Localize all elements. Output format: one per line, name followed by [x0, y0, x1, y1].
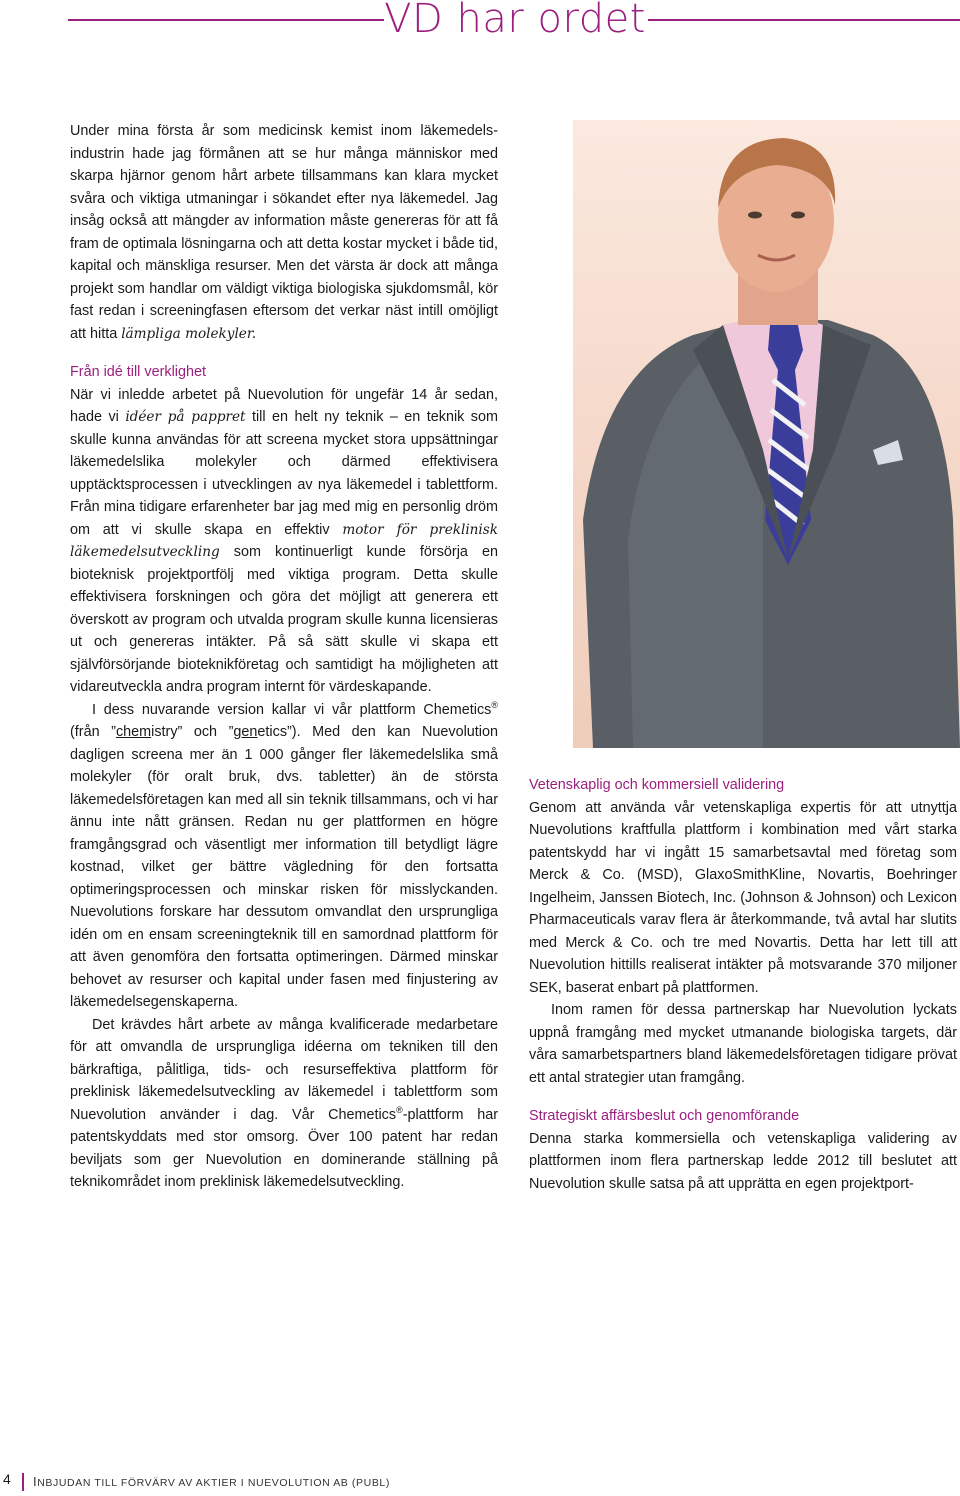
- header-rule-left: [68, 19, 384, 21]
- left-column: [70, 120, 498, 1194]
- section1-paragraph-2: I dess nuvarande version kallar vi vår plattform Chemetics® (från ”chemistry” och ”genetics”). Med den kan Nuevolution dagligen screena mer än 1 000 gånger fler läkemedelslika små molekyler (för oralt bruk, dvs. tabletter) än de största läkemedelsföretagen kan med all sin teknik tillsammans, och vi har ännu inte nått gränsen. Redan nu ger plattformen en högre framgångsgrad och väsentligt mer information till betydligt lägre kostnad, vilket ger bättre vägledning för den fortsatta optimeringsprocessen och minskar risken för misslyckanden. Nuevolutions forskare har dessutom omvandlat den ursprungliga idén om en ensam screeningteknik till en samordnad plattform för att även genomföra den fortsatta optimeringen. Därmed minskar behovet av resurser och kapital under fasen med finjustering av läkemedelsegenskaperna.: [70, 699, 498, 1010]
- section1-paragraph-3: Det krävdes hårt arbete av många kvalificerade medarbetare för att omvandla de ursprungliga idéerna om tekniken till den bärkraftiga, pålitliga, tids- och resurseffektiva plattform för preklinisk läkemedelsutveckling av läkemedel i tablettform som Nuevolution använder i dag. Vår Chemetics®-plattform har patentskyddats med stor omsorg. Över 100 patent har redan beviljats som ger Nuevolution en dominerande ställning på teknikområdet inom preklinisk läkemedelsutveckling.: [70, 1016, 498, 1190]
- header-rule-right: [648, 19, 960, 21]
- intro-paragraph: Under mina första år som medicinsk kemist inom läkemedelsindustrin hade jag förmånen att se hur många människor med skarpa hjärnor genom hårt arbete tillsammans kan klara mycket svåra och viktiga utmaningar i sökandet efter nya läkemedel. Jag insåg också att mängder av information måste genereras för att få fram de optimala lösningarna och att detta kostar mycket i både tid, kapital och mänskliga resurser. Men det värsta är dock att många projekt som handlar om väldigt viktiga biologiska sjukdomsmål, kör fast redan i screeningfasen eftersom det verkar näst intill omöjligt att hitta lämpliga molekyler.: [70, 123, 498, 342]
- section2-paragraph-2: Inom ramen för dessa partnerskap har Nuevolution lyckats uppnå framgång med mycket utmanande biologiska targets, där våra samarbetspartners bland läkemedelsföretagen tidigare prövat ett antal strategier utan framgång.: [529, 1002, 957, 1086]
- footer-divider: [22, 1473, 24, 1491]
- intro-italic: lämpliga molekyler.: [121, 325, 257, 342]
- section1-paragraph-1: När vi inledde arbetet på Nuevolution för ungefär 14 år sedan, hade vi idéer på pappret till en helt ny teknik – en teknik som skulle kunna användas för att screena mycket stora uppsättningar läkemedelslika molekyler och därmed effektivisera upptäcktsprocessen i utvecklingen av nya läkemedel i tablettform. Från mina tidigare erfarenheter bar jag med mig en personlig dröm om att vi skulle skapa en effektiv motor för preklinisk läkemedelsutveckling som kontinuerligt kunde försörja en bioteknisk projektportfölj med viktiga program. Detta skulle effektivisera forskningen och göra det möjligt att generera ett överskott av program och utvalda program skulle kunna licensieras ut och genereras intäkter. På så sätt skulle vi skapa ett självförsörjande bioteknikföretag och samtidigt ha möjligheten att vidareutveckla andra program internt för värdeskapande.: [70, 386, 498, 695]
- footer-document-title: INBJUDAN TILL FÖRVÄRV AV AKTIER I NUEVOLUTION AB (PUBL): [33, 1474, 390, 1489]
- page-number: 4: [3, 1471, 11, 1487]
- right-column: [529, 774, 957, 1195]
- page-title: VD har ordet: [384, 0, 646, 42]
- ceo-portrait-photo: [573, 120, 960, 748]
- section-heading-strategiskt: Strategiskt affärsbeslut och genomförande: [529, 1108, 800, 1124]
- section2-paragraph-1: Genom att använda vår vetenskapliga expertis för att utnyttja Nuevolutions kraftfulla plattform i kombination med vårt starka patentskydd har vi ingått 15 samarbetsavtal med företag som Merck & Co. (MSD), GlaxoSmithKline, Novartis, Boehringer Ingelheim, Janssen Biotech, Inc. (Johnson & Johnson) och Lexicon Pharmaceuticals varav flera är återkommande, två avtal har slutits med Merck & Co. och tre med Novartis. Detta har lett till att Nuevolution hittills realiserat intäkter på motsvarande 370 miljoner SEK, baserat enbart på plattformen.: [529, 799, 957, 996]
- section-heading-fran-ide: Från idé till verklighet: [70, 364, 206, 380]
- section-heading-vetenskaplig: Vetenskaplig och kommersiell validering: [529, 777, 785, 793]
- section3-paragraph-1: Denna starka kommersiella och vetenskapliga validering av plattformen inom flera partnerskap ledde 2012 till beslutet att Nuevolution skulle satsa på att upprätta en egen projektport-: [529, 1130, 957, 1192]
- portrait-illustration: [573, 120, 960, 748]
